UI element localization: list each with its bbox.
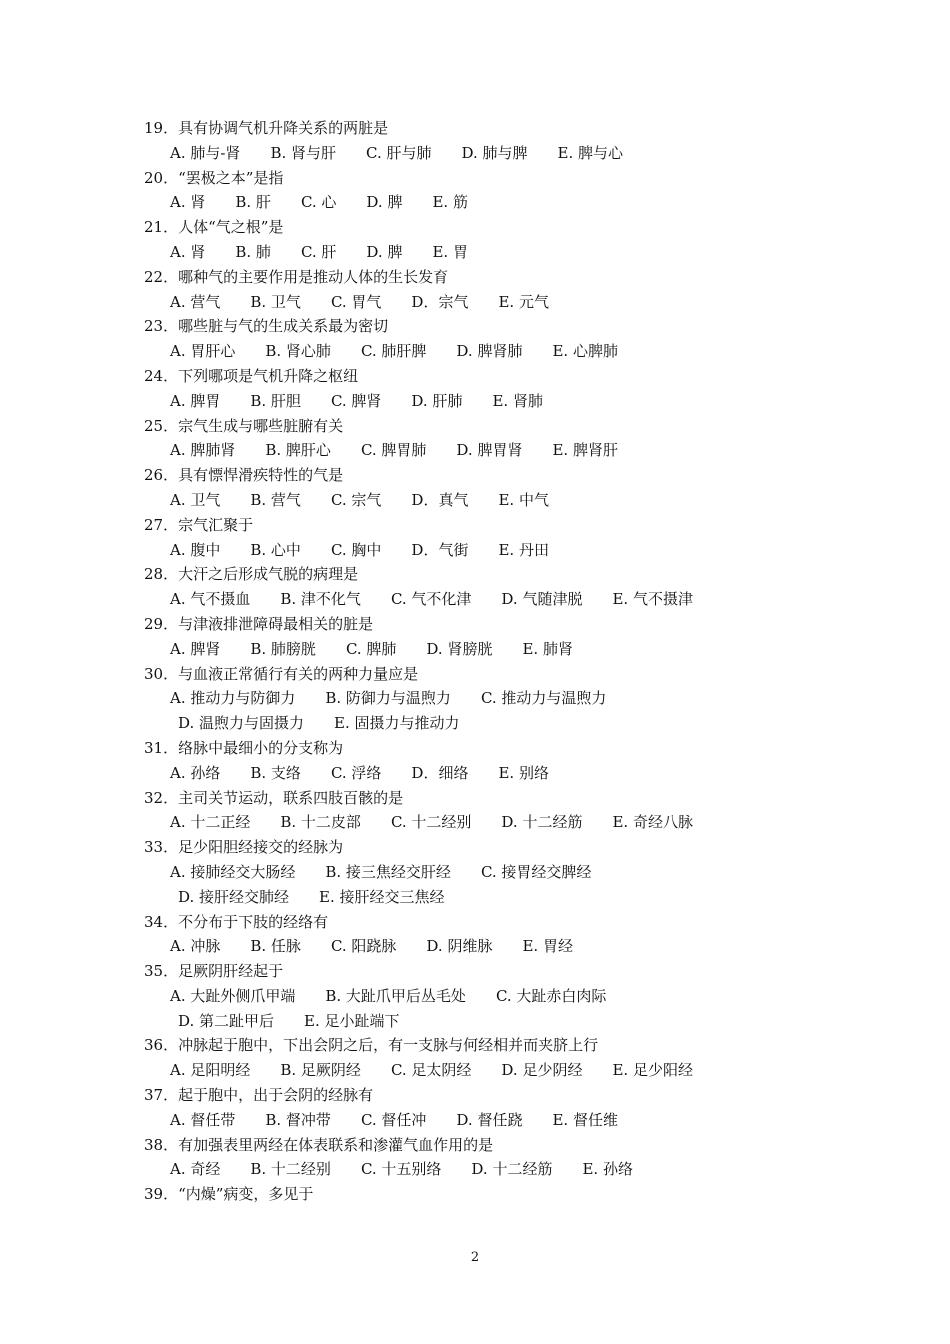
answer-option: B. 接三焦经交肝经 <box>325 862 451 881</box>
answer-option: E. 脾肾肝 <box>552 441 618 460</box>
answer-option: E. 脾与心 <box>557 143 624 162</box>
answer-option: A. 冲脉 <box>170 937 221 956</box>
answer-option: B. 脾肝心 <box>265 441 331 460</box>
options-row <box>144 290 844 315</box>
answer-option: C. 肺肝脾 <box>360 342 427 361</box>
answer-option: A. 脾肾 <box>170 639 221 658</box>
answer-option: A. 孙络 <box>170 763 221 782</box>
options-row <box>144 389 844 414</box>
answer-option: D. 脾 <box>366 242 403 261</box>
answer-option: E. 肾肺 <box>492 391 543 410</box>
answer-option: D. 肾膀胱 <box>426 639 493 658</box>
answer-option: A. 卫气 <box>170 490 221 509</box>
answer-option: D. 第二趾甲后 <box>178 1011 275 1030</box>
question-text: 21．人体“气之根”是 <box>144 218 284 237</box>
answer-option: A. 肾 <box>170 242 206 261</box>
answer-option: B. 肾心肺 <box>265 342 331 361</box>
options-row <box>144 141 844 166</box>
answer-option: E. 心脾肺 <box>552 342 618 361</box>
answer-option: E. 肺肾 <box>522 639 573 658</box>
options-row <box>144 1108 844 1133</box>
answer-option: B. 肺 <box>235 242 271 261</box>
answer-option: B. 防御力与温煦力 <box>325 689 451 708</box>
answer-option: B. 督冲带 <box>265 1110 331 1129</box>
answer-option: E. 胃 <box>432 242 468 261</box>
options-row <box>144 810 844 835</box>
answer-option: D. 十二经筋 <box>501 813 583 832</box>
answer-option: A. 足阳明经 <box>170 1061 251 1080</box>
answer-option: C. 脾肾 <box>330 391 382 410</box>
answer-option: E. 元气 <box>498 292 549 311</box>
question-text: 36．冲脉起于胞中，下出会阴之后，有一支脉与何经相并而夹脐上行 <box>144 1036 599 1055</box>
answer-option: E. 气不摄津 <box>612 590 693 609</box>
answer-option: B. 津不化气 <box>280 590 361 609</box>
options-row <box>144 190 844 215</box>
answer-option: B. 足厥阴经 <box>280 1061 361 1080</box>
options-row <box>144 637 844 662</box>
answer-option: C. 十五别络 <box>360 1160 442 1179</box>
question-text: 29．与津液排泄障碍最相关的脏是 <box>144 614 374 633</box>
options-row <box>144 934 844 959</box>
answer-option: C. 足太阴经 <box>390 1061 472 1080</box>
answer-option: C. 阳跷脉 <box>330 937 397 956</box>
answer-option: C. 浮络 <box>330 763 382 782</box>
question-text: 24．下列哪项是气机升降之枢纽 <box>144 366 359 385</box>
options-row <box>144 1157 844 1182</box>
question-text: 30．与血液正常循行有关的两种力量应是 <box>144 664 419 683</box>
answer-option: E. 筋 <box>432 193 468 212</box>
answer-option: B. 十二经别 <box>250 1160 331 1179</box>
answer-option: B. 肾与肝 <box>270 143 336 162</box>
answer-option: C. 心 <box>300 193 337 212</box>
answer-option: E. 足小趾端下 <box>304 1011 400 1030</box>
answer-option: C. 宗气 <box>330 490 382 509</box>
answer-option: B. 心中 <box>250 540 301 559</box>
answer-option: E. 别络 <box>498 763 549 782</box>
answer-option: B. 任脉 <box>250 937 301 956</box>
question-text: 38．有加强表里两经在体表联系和渗灌气血作用的是 <box>144 1135 494 1154</box>
answer-option: D. 接肝经交肺经 <box>178 887 290 906</box>
options-row <box>144 761 844 786</box>
options-row <box>144 686 844 711</box>
answer-option: B. 肝胆 <box>250 391 301 410</box>
options-row <box>144 488 844 513</box>
answer-option: D．气街 <box>411 540 469 559</box>
answer-option: A. 推动力与防御力 <box>170 689 296 708</box>
answer-option: D. 气随津脱 <box>501 590 583 609</box>
answer-option: D. 温煦力与固摄力 <box>178 714 305 733</box>
answer-option: D. 脾胃肾 <box>456 441 523 460</box>
answer-option: C. 推动力与温煦力 <box>480 689 607 708</box>
question-text: 28．大汗之后形成气脱的病理是 <box>144 565 359 584</box>
answer-option: E. 胃经 <box>522 937 573 956</box>
answer-option: E. 孙络 <box>582 1160 633 1179</box>
answer-option: B. 肺膀胱 <box>250 639 316 658</box>
answer-option: A. 肺与-肾 <box>170 143 241 162</box>
answer-option: D. 肝肺 <box>411 391 463 410</box>
answer-option: C. 肝与肺 <box>366 143 432 162</box>
answer-option: C. 肝 <box>300 242 337 261</box>
answer-option: C. 气不化津 <box>390 590 472 609</box>
question-text: 27．宗气汇聚于 <box>144 515 254 534</box>
answer-option: E. 中气 <box>498 490 549 509</box>
answer-option: D．细络 <box>411 763 469 782</box>
answer-option: E. 奇经八脉 <box>612 813 693 832</box>
options-row <box>144 885 844 910</box>
answer-option: A. 气不摄血 <box>170 590 251 609</box>
answer-option: C. 脾肺 <box>345 639 397 658</box>
answer-option: C. 接胃经交脾经 <box>480 862 592 881</box>
options-row <box>144 240 844 265</box>
answer-option: A. 肾 <box>170 193 206 212</box>
page-number: 2 <box>470 1250 480 1265</box>
answer-option: D. 阴维脉 <box>426 937 493 956</box>
answer-option: C. 督任冲 <box>360 1110 427 1129</box>
answer-option: D. 督任跷 <box>456 1110 523 1129</box>
answer-option: B. 支络 <box>250 763 301 782</box>
answer-option: C. 脾胃肺 <box>360 441 427 460</box>
options-row <box>144 860 844 885</box>
question-text: 19．具有协调气机升降关系的两脏是 <box>144 119 389 137</box>
answer-option: D. 十二经筋 <box>471 1160 553 1179</box>
options-row <box>144 538 844 563</box>
options-row <box>144 438 844 463</box>
answer-option: A. 胃肝心 <box>170 342 236 361</box>
answer-option: D. 肺与脾 <box>461 143 528 162</box>
question-text: 20．“罢极之本”是指 <box>144 168 284 187</box>
answer-option: D. 脾肾肺 <box>456 342 523 361</box>
answer-option: E. 督任维 <box>552 1110 618 1129</box>
options-row <box>144 587 844 612</box>
answer-option: D．宗气 <box>411 292 469 311</box>
answer-option: B. 卫气 <box>250 292 301 311</box>
options-row <box>144 711 844 736</box>
options-row <box>144 1058 844 1083</box>
question-text: 31．络脉中最细小的分支称为 <box>144 738 344 757</box>
question-text: 35．足厥阴肝经起于 <box>144 962 284 981</box>
question-text: 26．具有慓悍滑疾特性的气是 <box>144 466 344 485</box>
options-row <box>144 1009 844 1034</box>
answer-option: B. 大趾爪甲后丛毛处 <box>325 986 466 1005</box>
answer-option: E. 固摄力与推动力 <box>334 714 460 733</box>
answer-option: C. 十二经别 <box>390 813 472 832</box>
answer-option: A. 奇经 <box>170 1160 221 1179</box>
question-text: 23．哪些脏与气的生成关系最为密切 <box>144 317 389 336</box>
answer-option: C. 胸中 <box>330 540 382 559</box>
question-text: 39．“内燥”病变，多见于 <box>144 1185 314 1204</box>
answer-option: A. 督任带 <box>170 1110 236 1129</box>
answer-option: A. 营气 <box>170 292 221 311</box>
options-row <box>144 984 844 1009</box>
question-text: 25．宗气生成与哪些脏腑有关 <box>144 416 344 435</box>
answer-option: A. 十二正经 <box>170 813 251 832</box>
question-text: 37．起于胞中，出于会阴的经脉有 <box>144 1086 374 1105</box>
question-text: 34．不分布于下肢的经络有 <box>144 912 329 931</box>
answer-option: D. 脾 <box>366 193 403 212</box>
answer-option: A. 接肺经交大肠经 <box>170 862 296 881</box>
answer-option: C. 胃气 <box>330 292 382 311</box>
answer-option: A. 大趾外侧爪甲端 <box>170 986 296 1005</box>
question-text: 22．哪种气的主要作用是推动人体的生长发育 <box>144 267 449 286</box>
question-text: 32．主司关节运动，联系四肢百骸的是 <box>144 788 404 807</box>
answer-option: A. 脾肺肾 <box>170 441 236 460</box>
question-text: 33．足少阳胆经接交的经脉为 <box>144 838 344 857</box>
answer-option: B. 十二皮部 <box>280 813 361 832</box>
answer-option: B. 肝 <box>235 193 271 212</box>
answer-option: E. 接肝经交三焦经 <box>319 887 445 906</box>
question-list <box>144 116 844 1207</box>
answer-option: A. 脾胃 <box>170 391 221 410</box>
options-row <box>144 339 844 364</box>
answer-option: D. 足少阴经 <box>501 1061 583 1080</box>
answer-option: A. 腹中 <box>170 540 221 559</box>
answer-option: C. 大趾赤白肉际 <box>495 986 607 1005</box>
answer-option: D．真气 <box>411 490 469 509</box>
answer-option: E. 足少阳经 <box>612 1061 693 1080</box>
answer-option: E. 丹田 <box>498 540 549 559</box>
answer-option: B. 营气 <box>250 490 301 509</box>
